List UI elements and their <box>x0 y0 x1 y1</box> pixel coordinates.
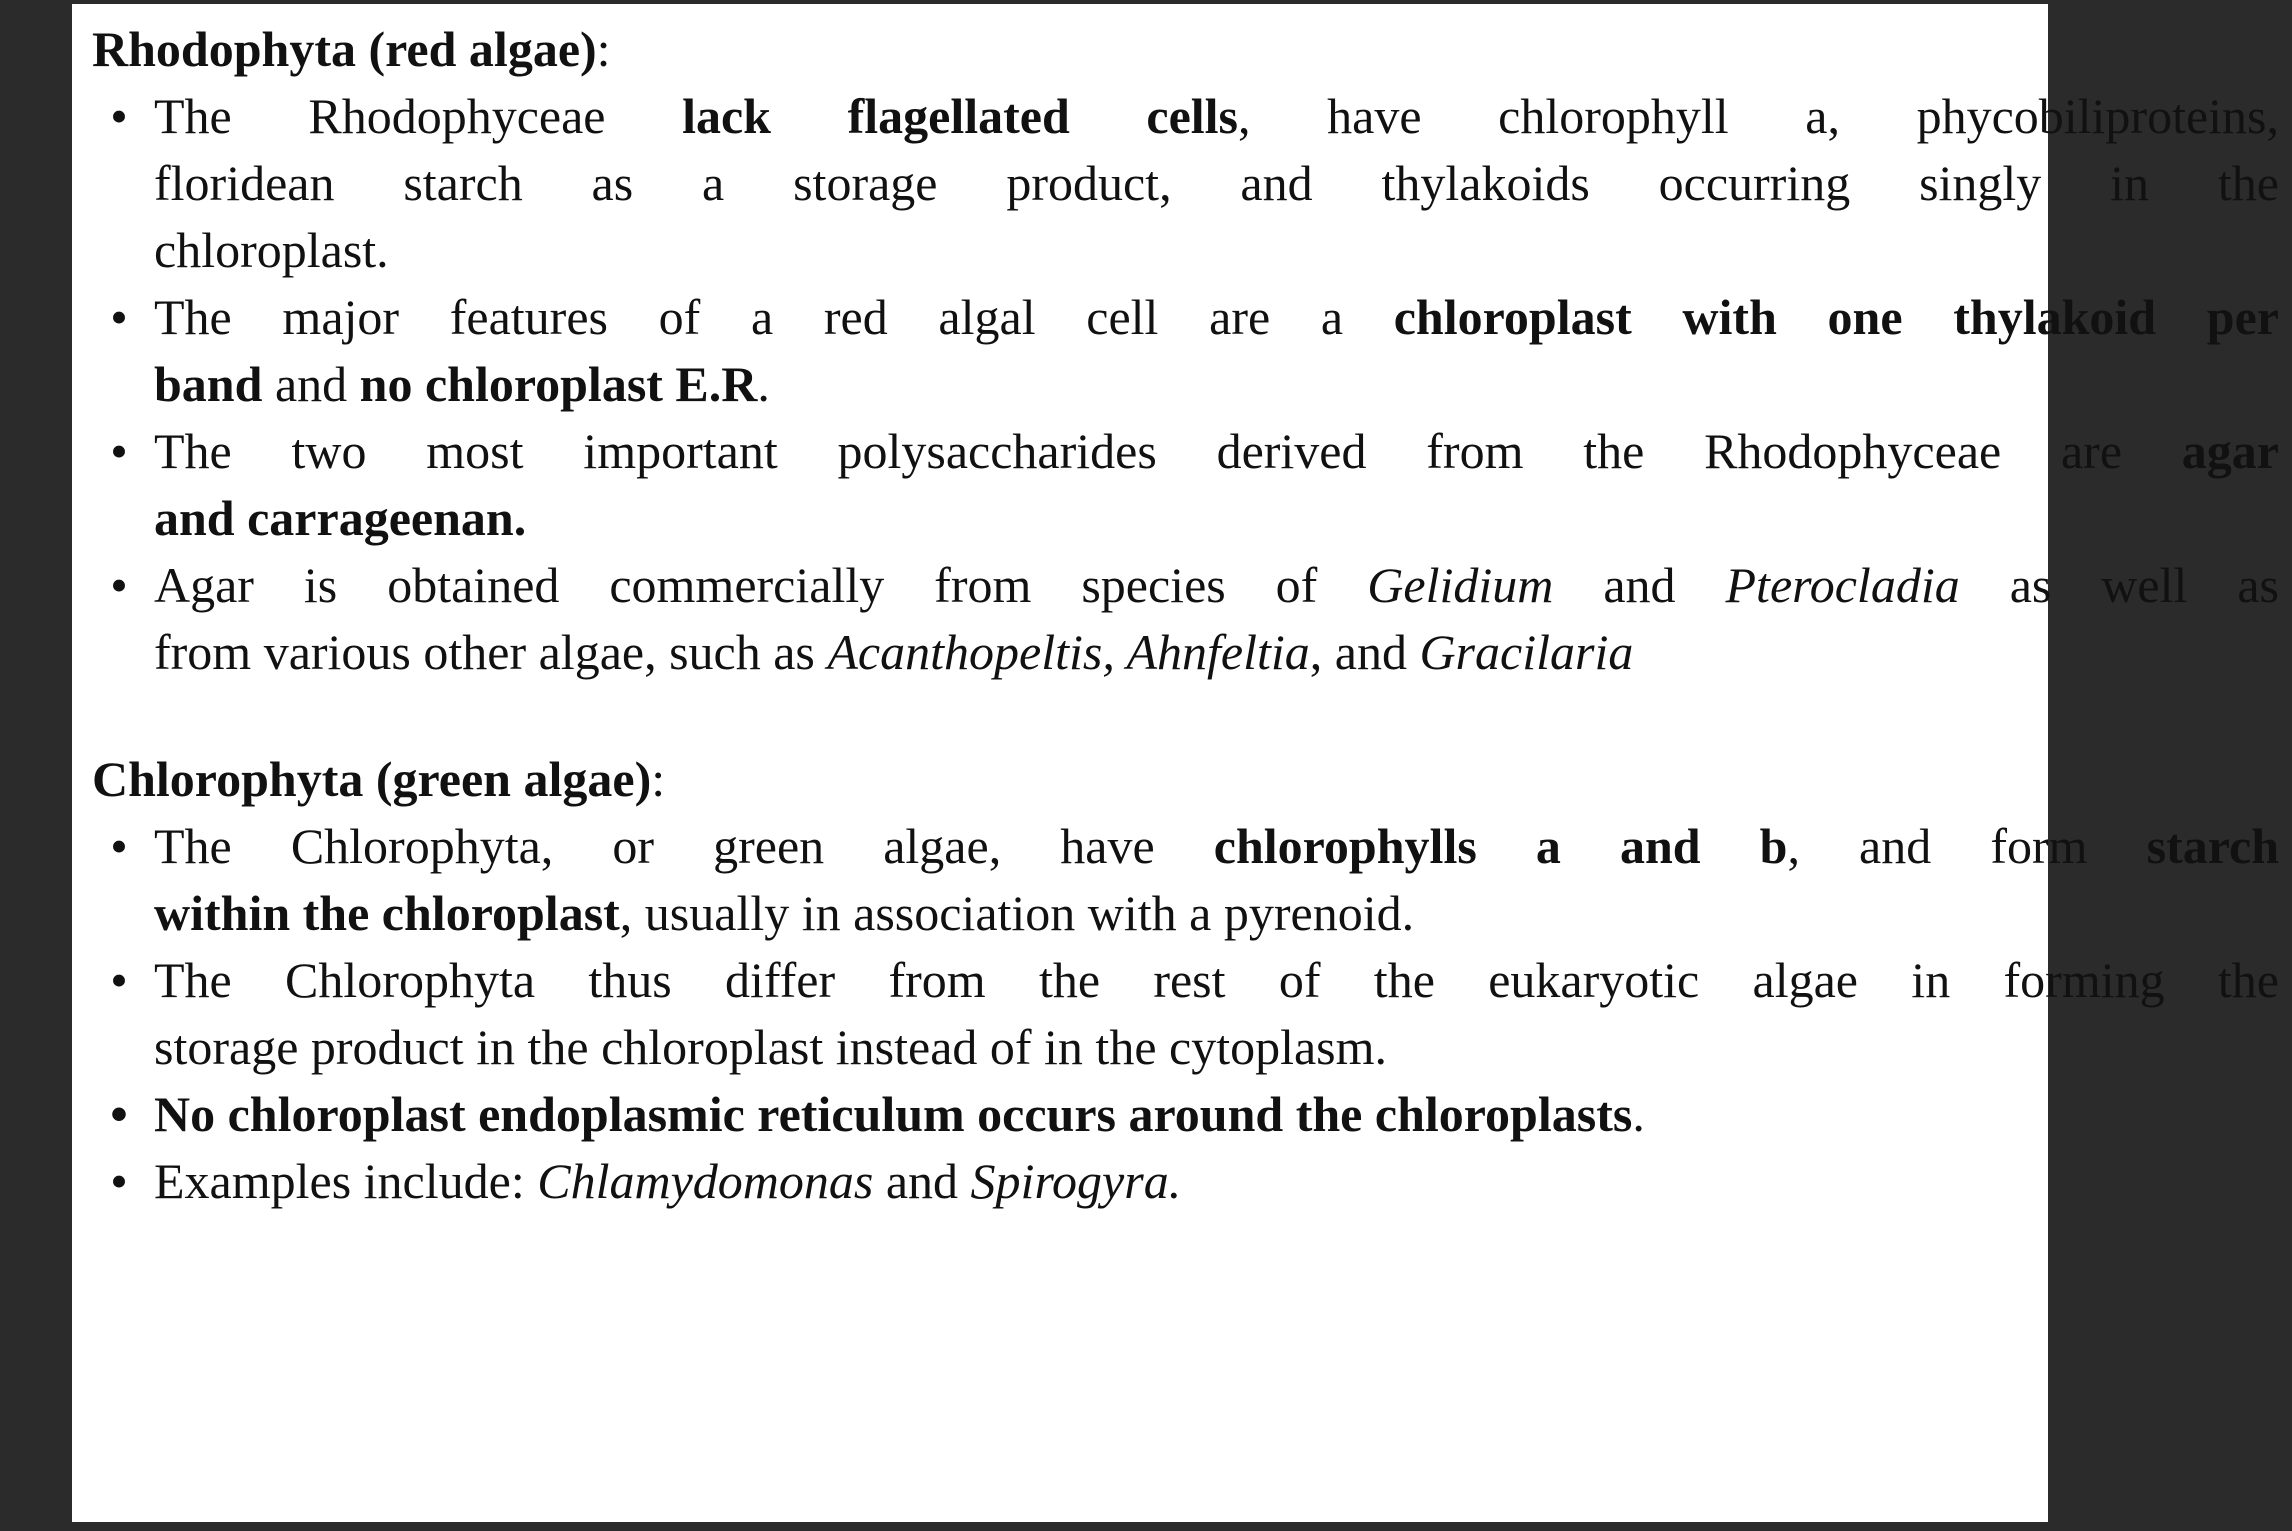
italic-text: Gelidium <box>1367 557 1554 613</box>
rhodophyta-heading-colon: : <box>596 21 611 77</box>
bold-text: band <box>154 356 263 412</box>
rhodophyta-heading-text: Rhodophyta (red algae) <box>92 21 597 77</box>
text-line: chloroplast. <box>154 222 389 278</box>
text-run: The Chlorophyta, or green algae, have <box>154 818 1214 874</box>
text-line: The Chlorophyta thus differ from the rest of the eukaryotic algae in forming the <box>154 952 2279 1008</box>
text-run: from various other algae, such as <box>154 624 828 680</box>
text-run: , and form <box>1787 818 2147 874</box>
chlorophyta-heading-colon: : <box>651 751 666 807</box>
bold-text: No chloroplast endoplasmic reticulum occurs around the chloroplasts <box>154 1086 1633 1142</box>
bold-text: chlorophylls a and b <box>1213 818 1788 874</box>
text-line <box>154 552 2279 619</box>
bullet-icon: • <box>110 1153 128 1209</box>
bold-text: no chloroplast E.R <box>359 356 758 412</box>
bold-text: and carrageenan. <box>154 490 527 546</box>
text-run: and <box>262 356 360 412</box>
text-line <box>154 1081 2292 1148</box>
bullet-icon: • <box>110 88 128 144</box>
chlorophyta-list <box>92 813 2292 1215</box>
rhodophyta-list <box>92 83 2292 686</box>
bullet-icon: • <box>110 423 128 479</box>
text-run: and <box>1553 557 1726 613</box>
text-run: Examples include: <box>154 1153 538 1209</box>
bullet-icon: • <box>110 557 128 613</box>
bullet-icon: • <box>110 952 128 1008</box>
text-line: floridean starch as a storage product, and thylakoids occurring singly in the <box>154 155 2279 211</box>
italic-text: Gracilaria <box>1419 624 1634 680</box>
text-run: . <box>1632 1086 1645 1142</box>
text-run: and <box>873 1153 971 1209</box>
text-line <box>154 813 2279 880</box>
list-item <box>92 1148 2292 1215</box>
italic-text: Pterocladia <box>1725 557 1960 613</box>
list-item <box>92 947 2292 1081</box>
bold-text: starch <box>2146 818 2280 874</box>
text-line <box>154 1148 2292 1215</box>
chlorophyta-heading <box>92 746 2292 813</box>
text-line <box>154 351 2292 418</box>
list-item <box>92 284 2292 418</box>
list-item <box>92 83 2292 284</box>
text-line <box>154 83 2279 150</box>
document-content <box>92 16 2292 1215</box>
chlorophyta-heading-text: Chlorophyta (green algae) <box>92 751 652 807</box>
italic-text: Chlamydomonas <box>537 1153 874 1209</box>
text-line <box>154 880 2292 947</box>
bullet-icon: • <box>110 818 128 874</box>
text-line <box>154 485 2292 552</box>
text-run: as well as <box>1959 557 2279 613</box>
document-page <box>72 4 2280 1522</box>
text-run: The Rhodophyceae <box>154 88 683 144</box>
list-item <box>92 1081 2292 1148</box>
rhodophyta-heading <box>92 16 2292 83</box>
text-run: Agar is obtained commercially from species of <box>154 557 1368 613</box>
bullet-icon: • <box>110 1086 128 1142</box>
text-line: storage product in the chloroplast instead of in the cytoplasm. <box>154 1019 1388 1075</box>
text-run: The major features of a red algal cell are a <box>154 289 1394 345</box>
bullet-icon: • <box>110 289 128 345</box>
italic-text: Acanthopeltis, Ahnfeltia <box>827 624 1310 680</box>
text-line <box>154 619 2292 686</box>
list-item <box>92 418 2292 552</box>
list-item <box>92 552 2292 686</box>
text-run: , and <box>1309 624 1420 680</box>
text-run: The two most important polysaccharides derived from the Rhodophyceae are <box>154 423 2182 479</box>
list-item <box>92 813 2292 947</box>
bold-text: chloroplast with one thylakoid per <box>1393 289 2279 345</box>
bold-text: agar <box>2181 423 2279 479</box>
text-run: . <box>757 356 770 412</box>
text-line <box>154 418 2279 485</box>
italic-text: Spirogyra. <box>970 1153 1182 1209</box>
text-run: , usually in association with a pyrenoid. <box>619 885 1415 941</box>
bold-text: within the chloroplast <box>154 885 620 941</box>
text-run: , have chlorophyll a, phycobiliproteins, <box>1238 88 2280 144</box>
bold-text: lack flagellated cells <box>682 88 1239 144</box>
text-line <box>154 284 2279 351</box>
